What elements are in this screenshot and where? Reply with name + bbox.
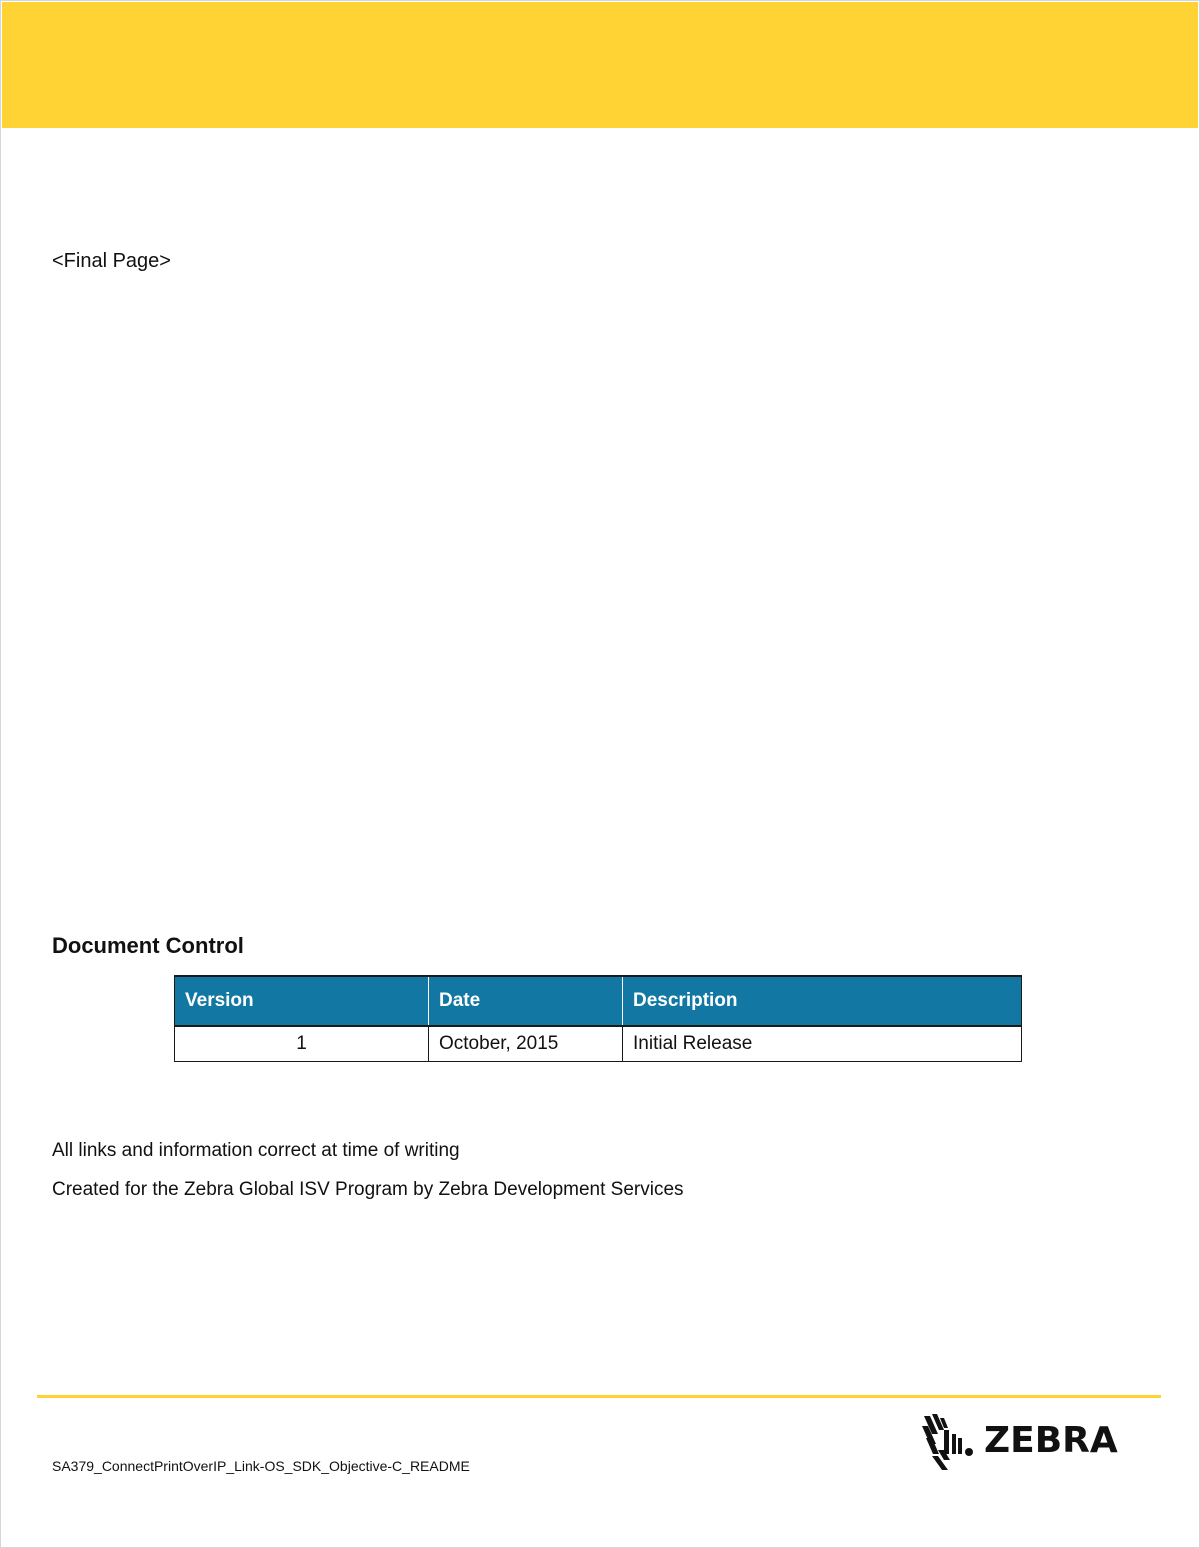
- logo-wordmark: ZEBRA: [984, 1420, 1118, 1461]
- cell-date: October, 2015: [429, 1026, 623, 1062]
- zebra-head-icon: [922, 1412, 978, 1470]
- column-header-description: Description: [623, 976, 1022, 1026]
- zebra-logo: [922, 1412, 1118, 1470]
- document-control-table: [174, 975, 1022, 1062]
- final-page-marker: <Final Page>: [52, 250, 171, 272]
- header-band: [2, 2, 1198, 128]
- credit-note: Created for the Zebra Global ISV Program by Zebra Development Services: [52, 1179, 684, 1200]
- document-control-heading: Document Control: [52, 933, 244, 958]
- table-row: [175, 1026, 1022, 1062]
- cell-version: 1: [175, 1026, 429, 1062]
- column-header-date: Date: [429, 976, 623, 1026]
- accuracy-note: All links and information correct at time of writing: [52, 1140, 460, 1161]
- column-header-version: Version: [175, 976, 429, 1026]
- cell-description: Initial Release: [623, 1026, 1022, 1062]
- table-header-row: [175, 976, 1022, 1026]
- footer-rule: [37, 1395, 1161, 1398]
- footer-document-id: SA379_ConnectPrintOverIP_Link-OS_SDK_Objective-C_README: [52, 1458, 470, 1474]
